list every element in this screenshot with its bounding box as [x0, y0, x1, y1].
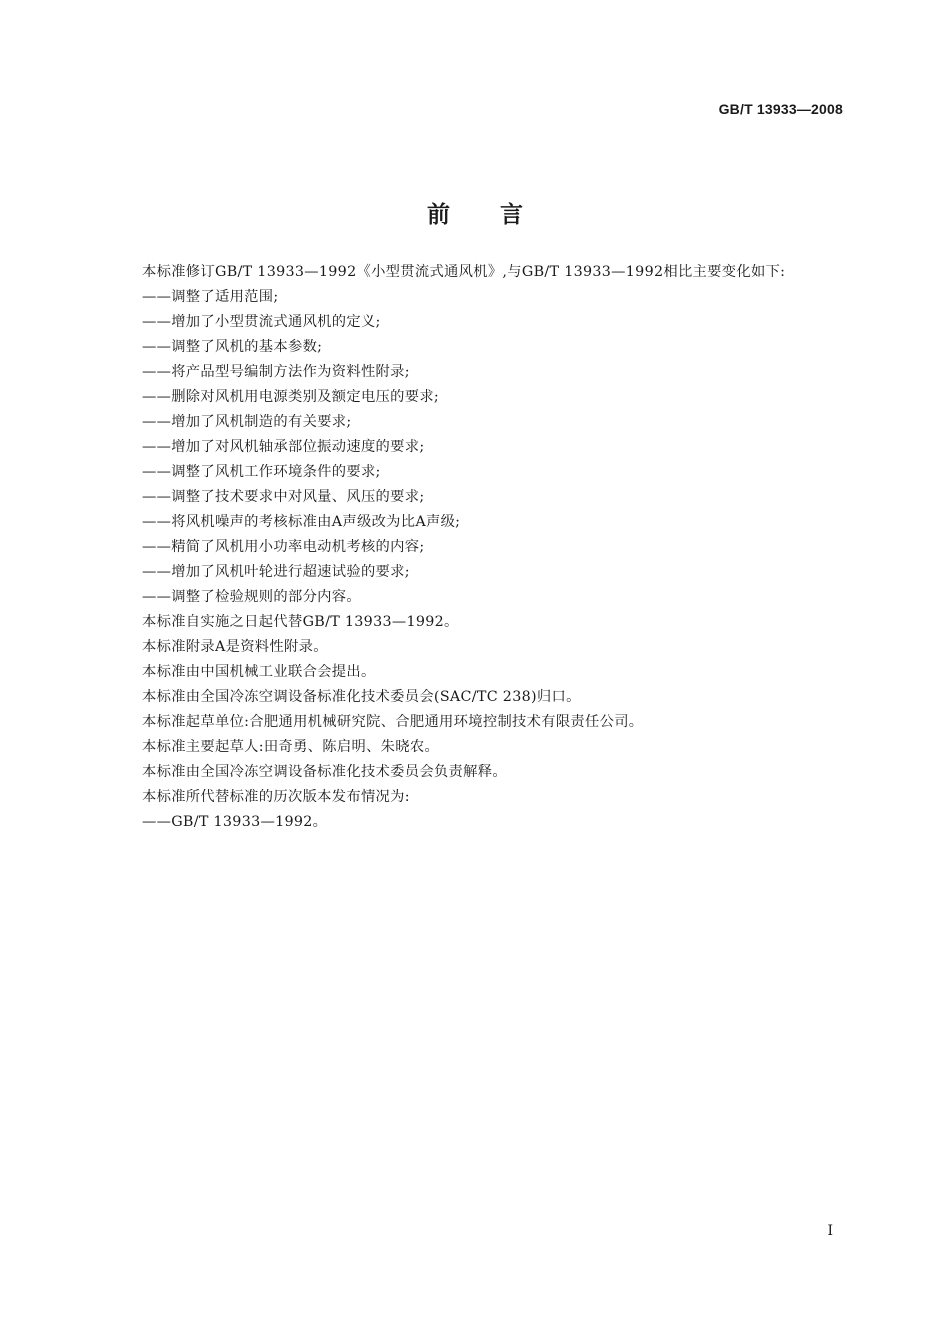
paragraph-appendix: 本标准附录A是资料性附录。 [142, 639, 328, 655]
change-item: ——增加了风机叶轮进行超速试验的要求; [142, 564, 410, 580]
standard-code: GB/T 13933—2008 [718, 101, 843, 117]
change-item: ——调整了技术要求中对风量、风压的要求; [142, 489, 425, 505]
change-item: ——调整了检验规则的部分内容。 [142, 589, 361, 605]
paragraph-proposer: 本标准由中国机械工业联合会提出。 [142, 664, 376, 680]
change-item: ——增加了小型贯流式通风机的定义; [142, 314, 381, 330]
change-item: ——增加了风机制造的有关要求; [142, 414, 352, 430]
change-item: ——精简了风机用小功率电动机考核的内容; [142, 539, 425, 555]
change-item: ——将风机噪声的考核标准由A声级改为比A声级; [142, 514, 461, 530]
paragraph-interpretation: 本标准由全国冷冻空调设备标准化技术委员会负责解释。 [142, 764, 507, 780]
paragraph-history: 本标准所代替标准的历次版本发布情况为: [142, 789, 410, 805]
foreword-body [142, 260, 862, 835]
change-item: ——删除对风机用电源类别及额定电压的要求; [142, 389, 440, 405]
paragraph-authority: 本标准由全国冷冻空调设备标准化技术委员会(SAC/TC 238)归口。 [142, 689, 581, 705]
change-item: ——调整了适用范围; [142, 289, 279, 305]
page-title: 前言 [427, 202, 573, 229]
page-number: I [827, 1223, 833, 1239]
change-item: ——增加了对风机轴承部位振动速度的要求; [142, 439, 425, 455]
change-item: ——调整了风机的基本参数; [142, 339, 323, 355]
change-item: ——调整了风机工作环境条件的要求; [142, 464, 381, 480]
paragraph-intro: 本标准修订GB/T 13933—1992《小型贯流式通风机》,与GB/T 13933—1992相比主要变化如下: [142, 264, 786, 280]
history-item: ——GB/T 13933—1992。 [142, 814, 328, 830]
paragraph-drafting-units: 本标准起草单位:合肥通用机械研究院、合肥通用环境控制技术有限责任公司。 [142, 714, 644, 730]
paragraph-drafters: 本标准主要起草人:田奇勇、陈启明、朱晓农。 [142, 739, 440, 755]
paragraph-replacement: 本标准自实施之日起代替GB/T 13933—1992。 [142, 614, 459, 630]
change-item: ——将产品型号编制方法作为资料性附录; [142, 364, 410, 380]
